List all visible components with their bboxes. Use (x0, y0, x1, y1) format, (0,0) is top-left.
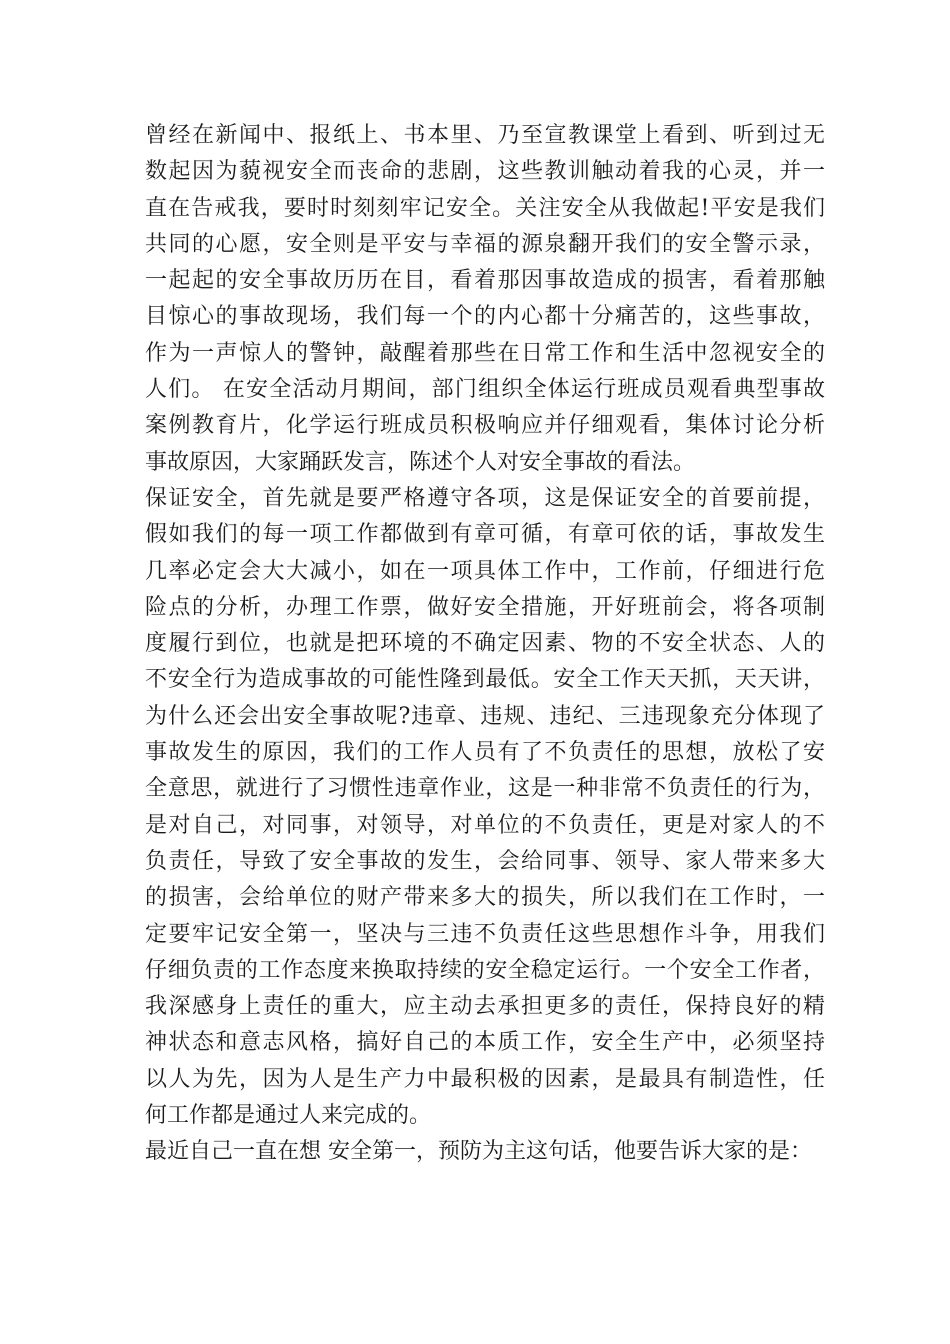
paragraph (145, 118, 825, 481)
text-line: 度履行到位，也就是把环境的不确定因素、物的不安全状态、人的 (145, 631, 825, 657)
text-line: 全意思，就进行了习惯性违章作业，这是一种非常不负责任的行为， (145, 776, 825, 802)
text-line: 保证安全，首先就是要严格遵守各项，这是保证安全的首要前提， (145, 485, 825, 511)
text-line: 假如我们的每一项工作都做到有章可循，有章可依的话，事故发生 (145, 522, 825, 548)
text-line: 事故发生的原因，我们的工作人员有了不负责任的思想，放松了安 (145, 740, 825, 766)
text-line: 定要牢记安全第一，坚决与三违不负责任这些思想作斗争，用我们 (145, 921, 825, 947)
text-line: 负责任，导致了安全事故的发生，会给同事、领导、家人带来多大 (145, 848, 825, 874)
paragraph (145, 1134, 825, 1170)
text-line: 事故原因，大家踊跃发言，陈述个人对安全事故的看法。 (145, 449, 696, 475)
paragraph (145, 481, 825, 1134)
text-line: 数起因为藐视安全而丧命的悲剧，这些教训触动着我的心灵，并一 (145, 159, 825, 185)
text-line: 一起起的安全事故历历在目，看着那因事故造成的损害，看着那触 (145, 268, 825, 294)
text-line: 仔细负责的工作态度来换取持续的安全稳定运行。一个安全工作者， (145, 957, 825, 983)
text-line: 作为一声惊人的警钟，敲醒着那些在日常工作和生活中忽视安全的 (145, 340, 825, 366)
text-line: 我深感身上责任的重大，应主动去承担更多的责任，保持良好的精 (145, 994, 825, 1020)
text-line: 以人为先，因为人是生产力中最积极的因素，是最具有制造性，任 (145, 1066, 825, 1092)
text-line: 神状态和意志风格，搞好自己的本质工作，安全生产中，必须坚持 (145, 1030, 825, 1056)
text-line: 的损害，会给单位的财产带来多大的损失，所以我们在工作时，一 (145, 885, 825, 911)
text-line: 目惊心的事故现场，我们每一个的内心都十分痛苦的，这些事故， (145, 304, 825, 330)
text-line: 案例教育片，化学运行班成员积极响应并仔细观看，集体讨论分析 (145, 413, 825, 439)
text-line: 几率必定会大大减小，如在一项具体工作中，工作前，仔细进行危 (145, 558, 825, 584)
text-line: 人们。 在安全活动月期间，部门组织全体运行班成员观看典型事故 (145, 377, 825, 403)
text-line: 何工作都是通过人来完成的。 (145, 1103, 432, 1129)
text-line: 直在告戒我，要时时刻刻牢记安全。关注安全从我做起!平安是我们 (145, 195, 825, 221)
text-line: 是对自己，对同事，对领导，对单位的不负责任，更是对家人的不 (145, 812, 825, 838)
text-line: 最近自己一直在想 安全第一，预防为主这句话，他要告诉大家的是： (145, 1139, 812, 1165)
text-line: 共同的心愿，安全则是平安与幸福的源泉翻开我们的安全警示录， (145, 231, 825, 257)
text-line: 曾经在新闻中、报纸上、书本里、乃至宣教课堂上看到、听到过无 (145, 123, 825, 148)
document-body (145, 118, 825, 1171)
text-line: 为什么还会出安全事故呢?违章、违规、违纪、三违现象充分体现了 (145, 703, 825, 729)
text-line: 不安全行为造成事故的可能性隆到最低。安全工作天天抓，天天讲， (145, 667, 825, 693)
text-line: 险点的分析，办理工作票，做好安全措施，开好班前会，将各项制 (145, 594, 825, 620)
